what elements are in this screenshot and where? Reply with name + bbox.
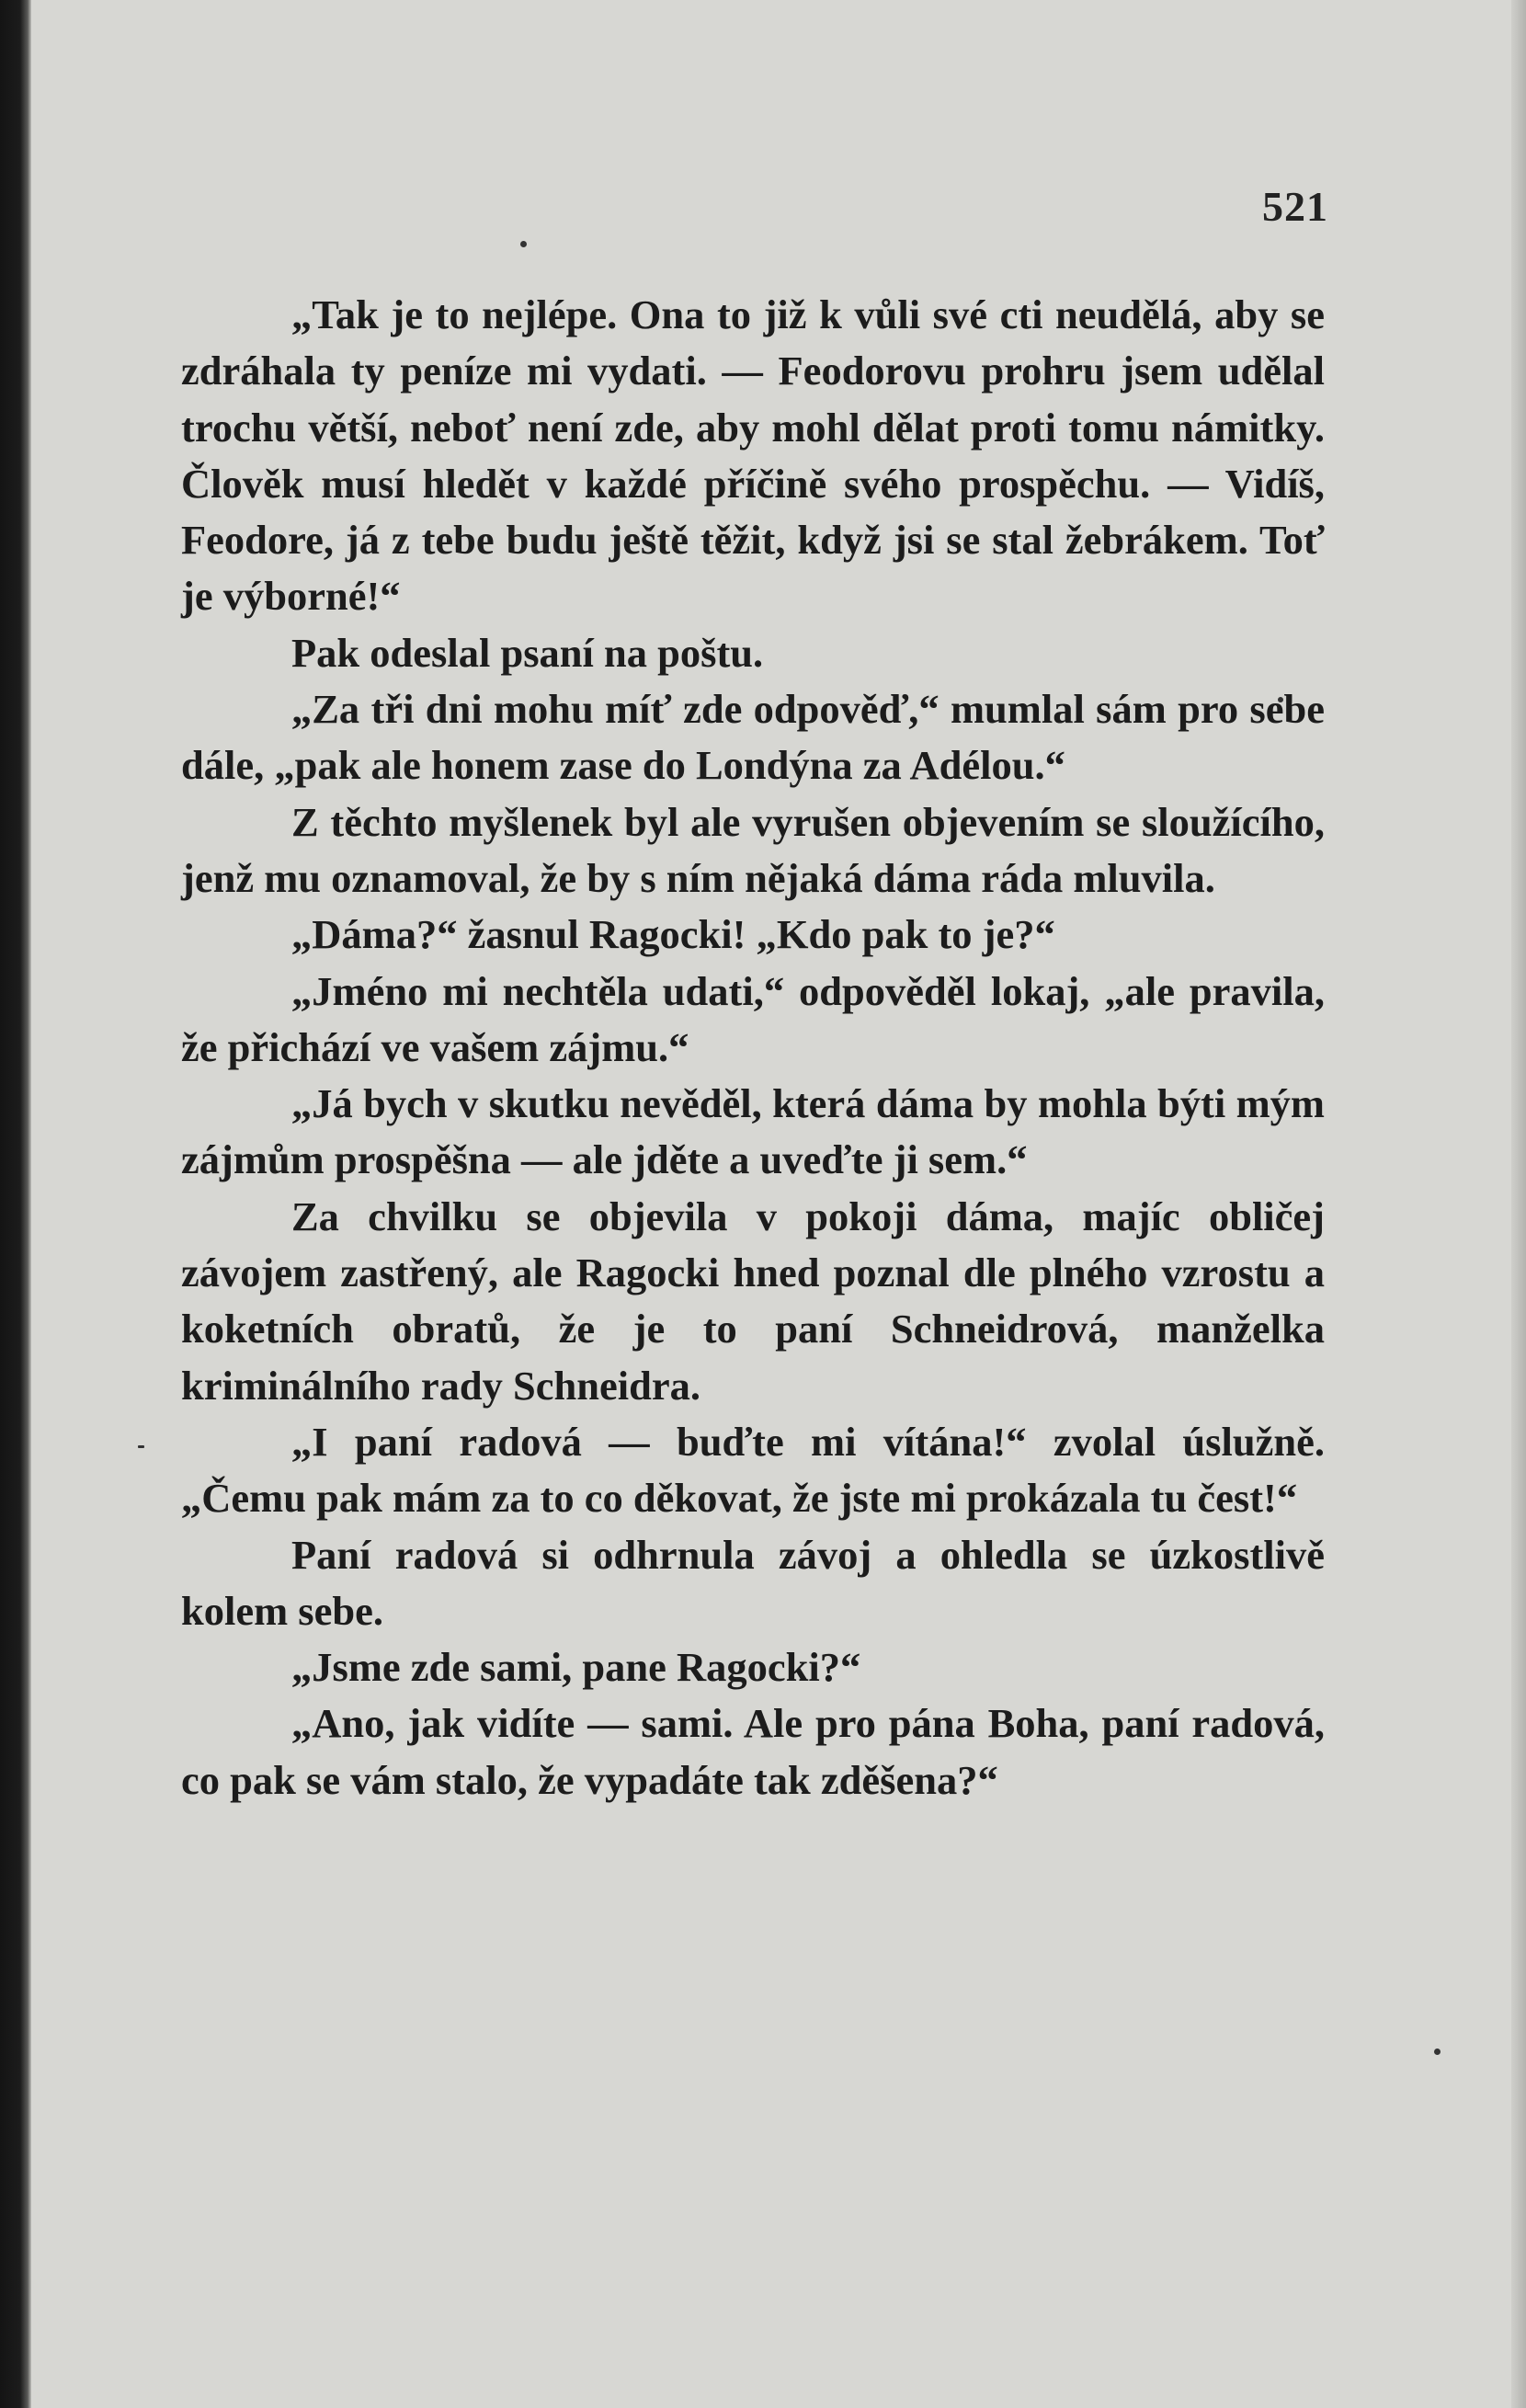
paragraph: „Za tři dni mohu míť zde odpověď,“ mumlal sám pro sebe dále, „pak ale honem zase do Londýna za Adélou.“ [181, 686, 1325, 789]
body-text [181, 287, 1325, 1809]
paragraph: „Já bych v skutku nevěděl, která dáma by mohla býti mým zájmům prospěšna — ale jděte a uveďte ji sem.“ [181, 1080, 1325, 1183]
paragraph: „Ano, jak vidíte — sami. Ale pro pána Boha, paní radová, co pak se vám stalo, že vypadáte tak zděšena?“ [181, 1700, 1325, 1803]
paragraph: Za chvilku se objevila v pokoji dáma, majíc obličej závojem zastřený, ale Ragocki hned poznal dle plného vzrostu a koketních obratů, že je to paní Schneidrová, manželka kriminálního rady Schneidra. [181, 1193, 1325, 1409]
paragraph: „Jsme zde sami, pane Ragocki?“ [291, 1644, 861, 1691]
page-number: 521 [1262, 183, 1328, 230]
paragraph: „Dáma?“ žasnul Ragocki! „Kdo pak to je?“ [291, 911, 1055, 958]
paragraph: Z těchto myšlenek byl ale vyrušen objevením se sloužícího, jenž mu oznamoval, že by s ním nějaká dáma ráda mluvila. [181, 798, 1325, 901]
paragraph: Pak odeslal psaní na poštu. [291, 629, 764, 676]
paragraph: Paní radová si odhrnula závoj a ohledla se úzkostlivě kolem sebe. [181, 1531, 1325, 1634]
print-speck [138, 1445, 144, 1448]
book-binding-edge [0, 0, 31, 2408]
paragraph: „Jméno mi nechtěla udati,“ odpověděl lokaj, „ale pravila, že přichází ve vašem zájmu.“ [181, 967, 1325, 1070]
print-speck [1434, 2049, 1441, 2055]
page-right-edge [1511, 0, 1526, 2408]
paragraph: „Tak je to nejlépe. Ona to již k vůli své cti neudělá, aby se zdráhala ty peníze mi vydati. — Feodorovu prohru jsem udělal trochu větší, neboť není zde, aby mohl dělat proti tomu námitky. Člověk musí hledět v každé příčině svého prospěchu. — Vidíš, Feodore, já z tebe budu ještě těžit, když jsi se stal žebrákem. Toť je výborné!“ [181, 291, 1325, 620]
paragraph: „I paní radová — buďte mi vítána!“ zvolal úslužně. „Čemu pak mám za to co děkovat, že jste mi prokázala tu čest!“ [181, 1418, 1325, 1522]
print-speck [520, 241, 527, 247]
